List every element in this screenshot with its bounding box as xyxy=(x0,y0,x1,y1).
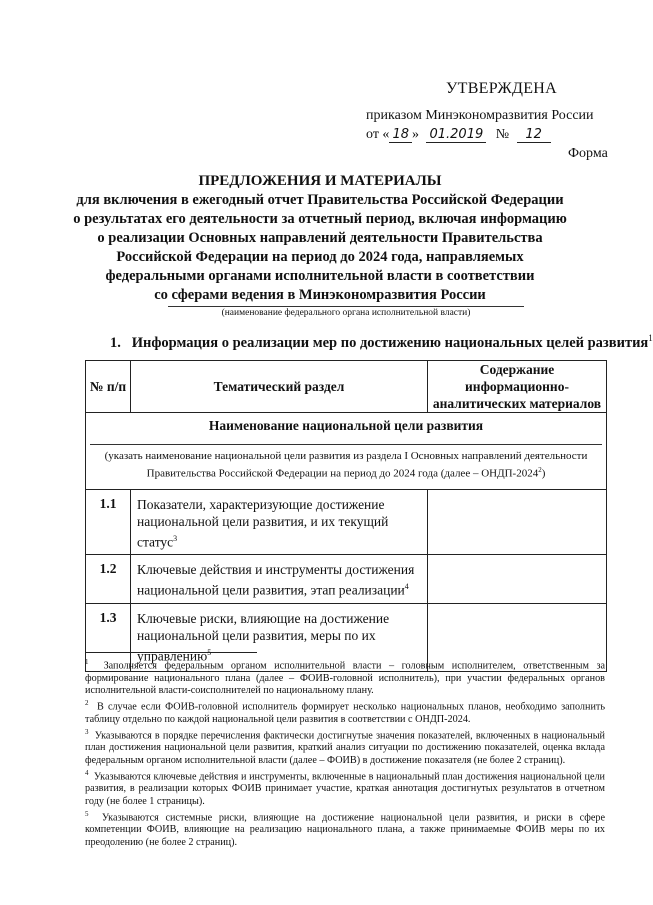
footnote-ref-2: 2 xyxy=(538,466,542,474)
row-theme xyxy=(131,489,428,555)
footnote xyxy=(85,808,605,849)
section-title: Информация о реализации мер по достижению национальных целей развития xyxy=(131,334,649,351)
title-line-7: со сферами ведения в Минэкономразвития России xyxy=(154,287,486,303)
date-day-handwritten: 18 xyxy=(389,128,412,143)
org-name-line xyxy=(168,306,524,307)
goal-note-end: ) xyxy=(541,467,546,480)
date-prefix: от « xyxy=(366,127,390,142)
footnote xyxy=(85,656,605,697)
footnote-ref-5: 5 xyxy=(207,648,212,658)
row-theme-text: Показатели, характеризующие достижение национальной цели развития, и их текущий статус xyxy=(137,496,389,550)
table-row xyxy=(86,489,607,555)
section-1-heading xyxy=(110,333,653,352)
row-theme-text: Ключевые действия и инструменты достижения национальной цели развития, этап реализации xyxy=(137,562,415,598)
title-line-1: ПРЕДЛОЖЕНИЯ И МАТЕРИАЛЫ xyxy=(198,173,442,189)
table-row xyxy=(86,555,607,604)
footnote-text: Заполняется федеральным органом исполнительной власти – головным исполнителем, ответственным за формирование национального плана (далее – ФОИВ-головной исполнитель), при участии федеральных органов исполнительной власти-соисполнителей по национальному плану. xyxy=(85,660,605,696)
section-number: 1. xyxy=(110,334,121,351)
date-mid: » xyxy=(411,127,419,142)
title-line-2: для включения в ежегодный отчет Правительства Российской Федерации xyxy=(76,192,564,208)
order-text: приказом Минэкономразвития России xyxy=(366,108,594,123)
goal-note-text: (указать наименование национальной цели развития из раздела I Основных направлений деятельности Правительства Российской Федерации на период до 2024 года (далее – ОНДП-2024 xyxy=(104,450,588,480)
footnote-ref-1: 1 xyxy=(648,333,653,343)
footnote-number: 3 xyxy=(85,727,89,736)
row-content-cell[interactable] xyxy=(428,489,607,555)
goal-title: Наименование национальной цели развития xyxy=(208,418,484,433)
header-content: Содержание информационно-аналитических материалов xyxy=(428,361,607,413)
row-number: 1.1 xyxy=(86,489,131,555)
goal-row xyxy=(86,413,607,490)
goals-table xyxy=(85,360,607,672)
document-title xyxy=(60,172,580,305)
footnote xyxy=(85,726,605,767)
row-theme-text: Ключевые риски, влияющие на достижение национальной цели развития, меры по их управлению xyxy=(137,611,390,664)
row-number: 1.2 xyxy=(86,555,131,604)
footnotes xyxy=(85,656,605,849)
footnote-number: 1 xyxy=(85,658,89,666)
row-theme xyxy=(131,555,428,604)
date-month-year-handwritten: 01.2019 xyxy=(426,128,486,143)
row-content-cell[interactable] xyxy=(428,555,607,604)
footnote xyxy=(85,767,605,808)
title-line-3: о результатах его деятельности за отчетный период, включая информацию xyxy=(73,211,567,227)
title-line-5: Российской Федерации на период до 2024 года, направляемых xyxy=(116,249,524,265)
footnote-ref-4: 4 xyxy=(404,582,409,592)
table-header-row xyxy=(86,361,607,413)
footnote xyxy=(85,697,605,726)
footnote-number: 2 xyxy=(85,699,89,707)
form-label: Форма xyxy=(568,146,608,161)
order-number-handwritten: 12 xyxy=(517,128,551,143)
footnote-text: Указываются системные риски, влияющие на достижение национальной цели развития, и риски в сфере компетенции ФОИВ, влияющие на реализацию национального плана, а также принимаемые ФОИВ меры по их преодолению (не более 2 страниц). xyxy=(85,812,605,848)
title-line-4: о реализации Основных направлений деятельности Правительства xyxy=(97,230,543,246)
order-number-label: № xyxy=(495,127,510,142)
org-name-caption: (наименование федерального органа исполнительной власти) xyxy=(221,308,471,318)
footnote-number: 4 xyxy=(85,768,89,777)
header-theme: Тематический раздел xyxy=(131,361,428,413)
footnote-text: Указываются в порядке перечисления фактически достигнутые значения показателей, включенных в национальный план достижения национальной цели развития, краткий анализ ситуации по достижению показателей, оценка вклада федеральным органом исполнительной власти (далее – ФОИВ) в достижение показателя (не более 2 страниц). xyxy=(85,730,605,766)
approval-heading: УТВЕРЖДЕНА xyxy=(446,80,558,97)
header-num: № п/п xyxy=(86,361,131,413)
footnote-text: Указываются ключевые действия и инструменты, включенные в национальный план достижения национальной цели развития, в реализации которых ФОИВ принимает участие, краткая аннотация достигнутых результатов в отчетном году (не более 1 страницы). xyxy=(85,771,606,807)
goal-note xyxy=(86,445,606,489)
footnote-number: 5 xyxy=(85,809,89,818)
title-line-6: федеральными органами исполнительной власти в соответствии xyxy=(105,268,535,284)
footnote-text: В случае если ФОИВ-головной исполнитель формирует несколько национальных планов, необходимо заполнить таблицу отдельно по каждой национальной цели развития в соответствии с ОНДП-2024. xyxy=(85,701,605,725)
row-number: 1.3 xyxy=(86,604,131,672)
footnote-ref-3: 3 xyxy=(173,533,178,543)
footnote-separator xyxy=(85,652,257,653)
order-date-line xyxy=(366,127,551,143)
